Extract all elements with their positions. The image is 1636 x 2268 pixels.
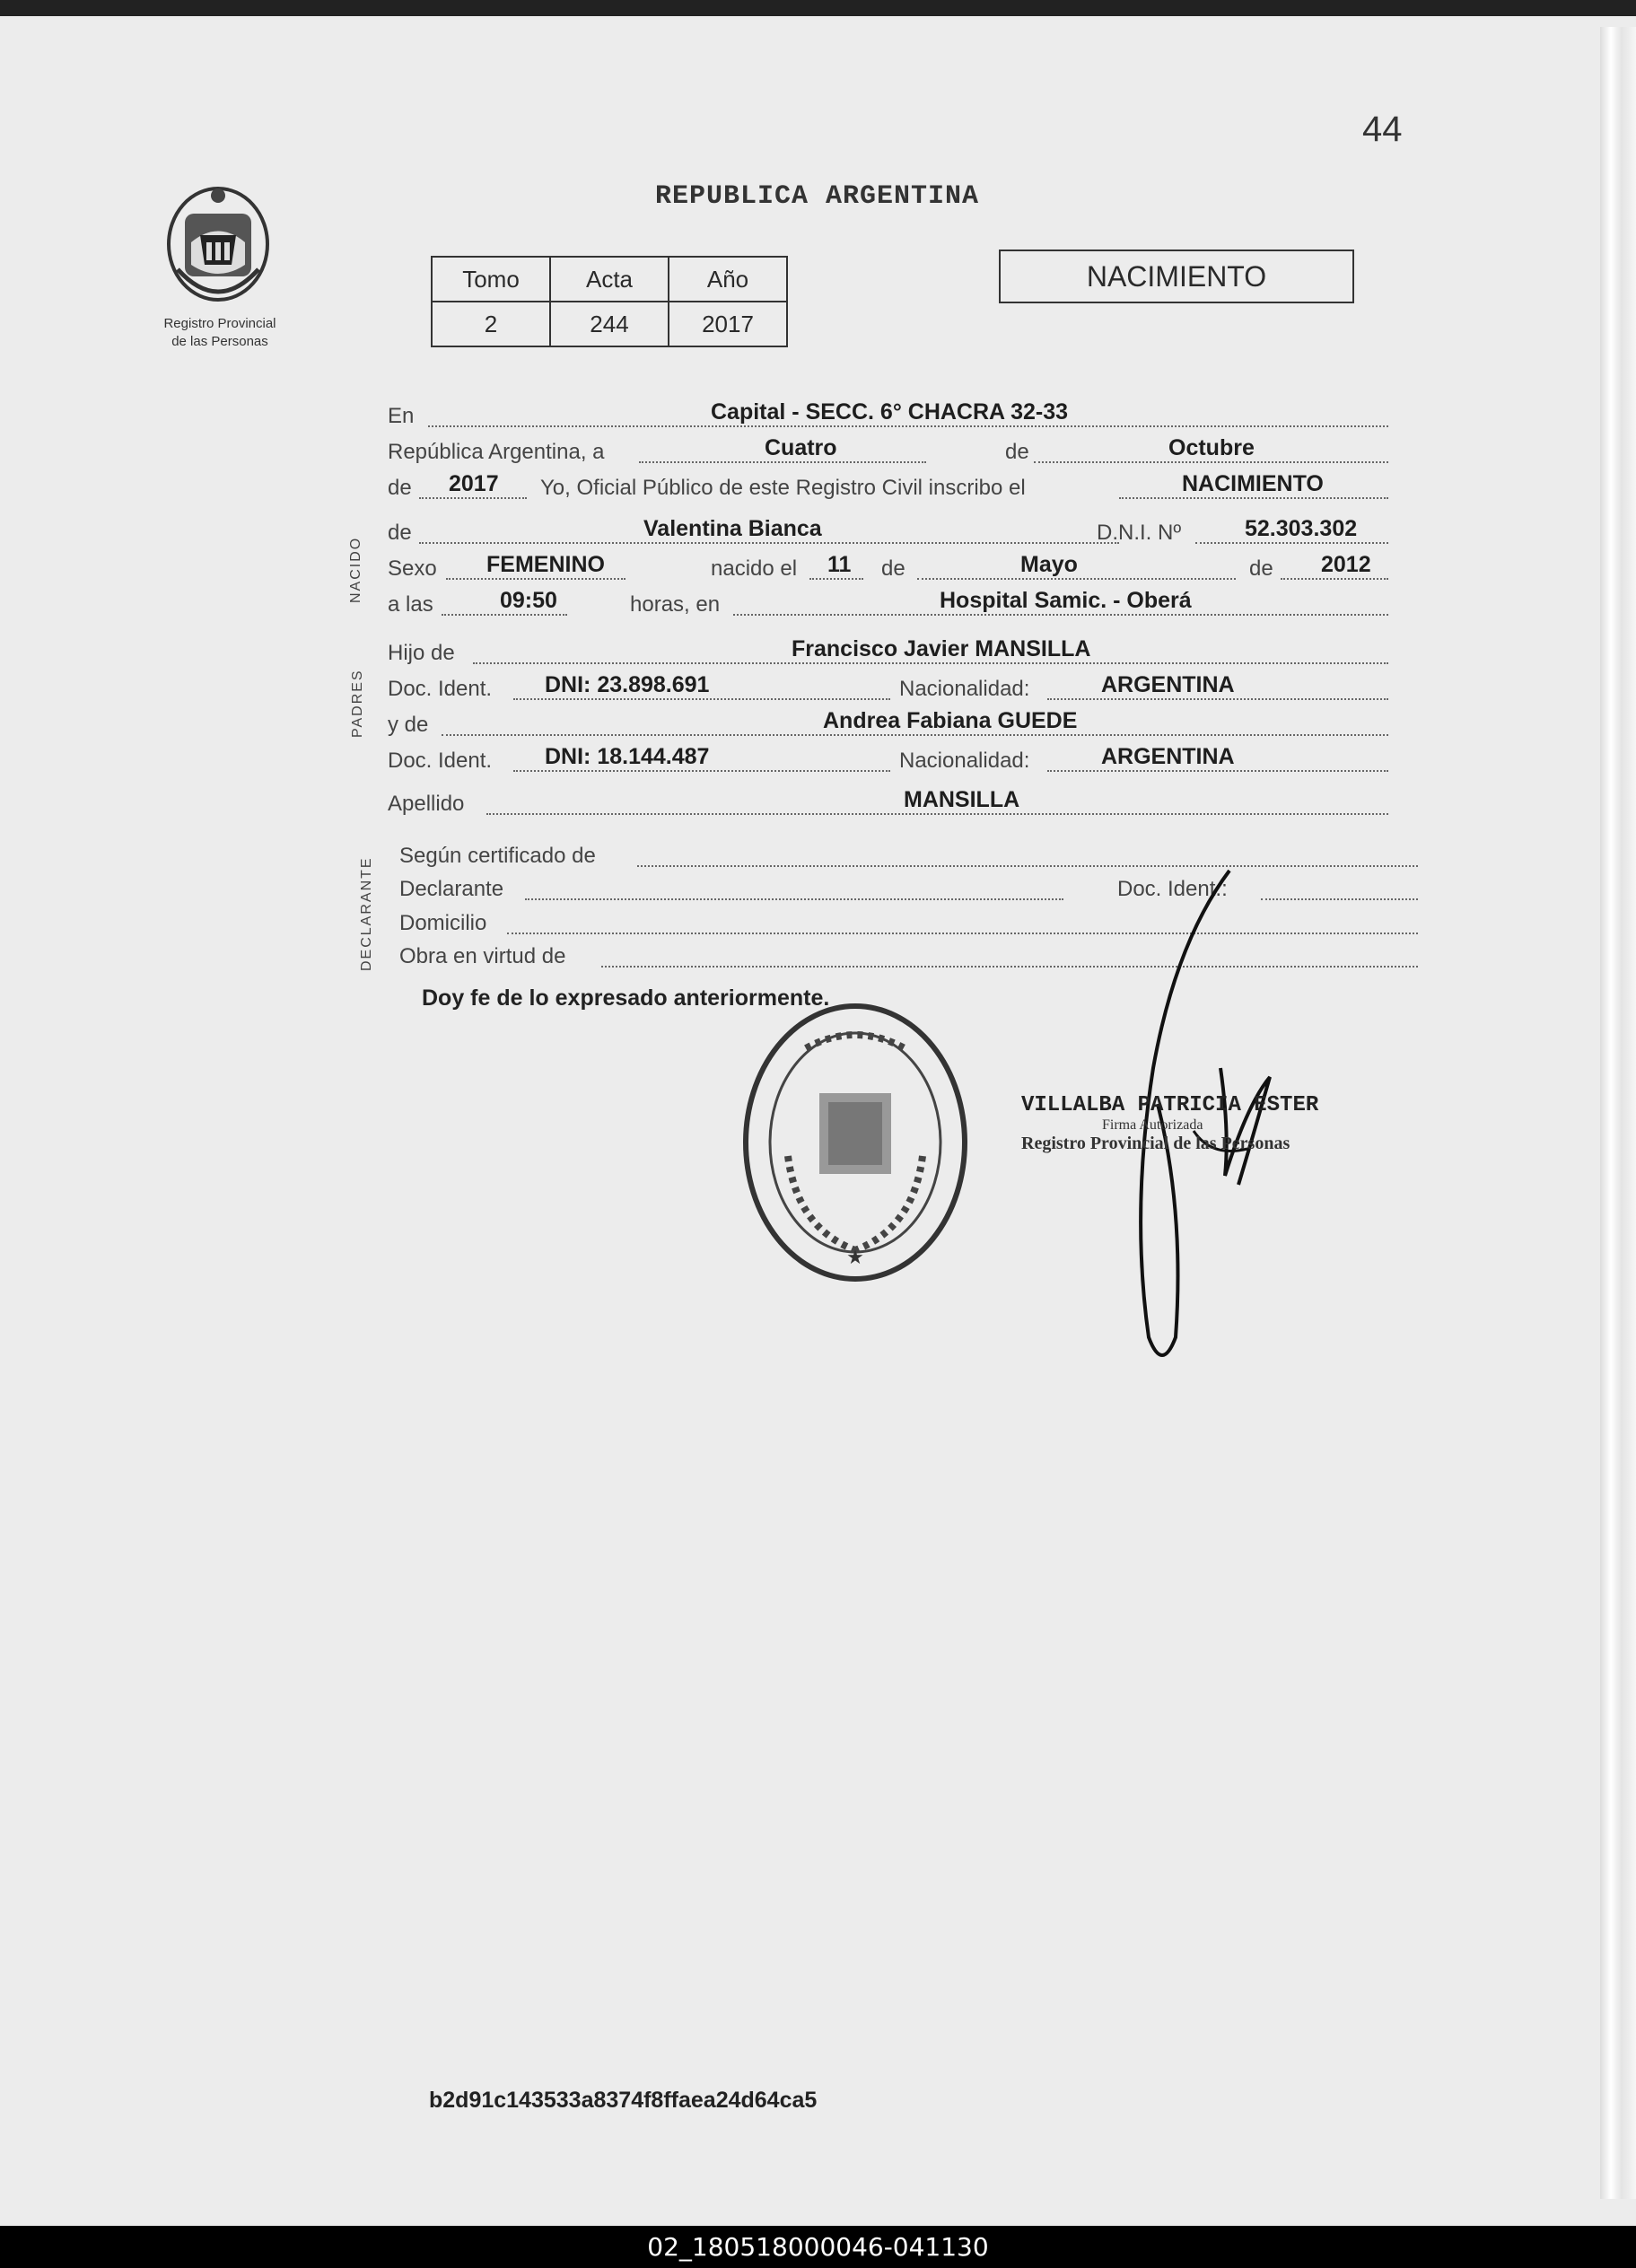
value-madre-nacionalidad: ARGENTINA [1101,744,1235,769]
dotted-line [428,425,1388,427]
scan-footer-id: 02_180518000046-041130 [0,2226,1636,2268]
value-anio-nacimiento: 2012 [1321,552,1371,577]
dotted-line [1034,461,1388,463]
dotted-line [513,698,890,700]
row-padre [388,636,1420,668]
label-doc-ident-madre: Doc. Ident. [388,749,493,773]
label-dni: D.N.I. Nº [1097,521,1182,545]
value-acto: NACIMIENTO [1182,471,1324,496]
row-apellido [388,787,1420,819]
row-lugar [388,399,1420,431]
label-doc-ident-declarante: Doc. Ident.: [1117,877,1228,901]
label-doc-ident-padre: Doc. Ident. [388,677,493,701]
official-stamp-icon [734,994,976,1291]
side-label-padres: PADRES [350,669,365,738]
dotted-line [601,966,1418,968]
dotted-line [1119,497,1388,499]
side-label-nacido: NACIDO [348,536,363,603]
acta-header: Acta [550,257,669,302]
svg-text:★: ★ [846,1247,864,1269]
dotted-line [637,865,1418,867]
anio-value: 2017 [669,302,787,346]
signer-name: VILLALBA PATRICIA ESTER [1021,1093,1319,1117]
dotted-line [473,662,1388,664]
value-padre-nacionalidad: ARGENTINA [1101,672,1235,697]
label-segun: Según certificado de [399,844,596,868]
row-hora [388,588,1420,619]
label-a-las: a las [388,592,433,617]
signer-role: Firma Autorizada [1102,1117,1203,1133]
label-nacido-el: nacido el [711,556,798,581]
value-hora: 09:50 [500,588,557,613]
label-hijo-de: Hijo de [388,641,455,665]
label-de-anio: de [388,476,412,500]
dotted-line [1281,578,1388,580]
dotted-line [733,614,1388,616]
row-fecha-inscripcion [388,435,1420,467]
label-de: de [1005,440,1029,464]
label-oficial: Yo, Oficial Público de este Registro Civil inscribo el [540,476,1026,500]
dotted-line [639,461,926,463]
label-de-anio-nac: de [1249,556,1273,581]
value-lugar-nacimiento: Hospital Samic. - Oberá [940,588,1192,613]
value-dia-nacimiento: 11 [827,552,852,577]
closing-statement: Doy fe de lo expresado anteriormente. [422,985,830,1011]
label-en: En [388,404,415,428]
value-dia-inscripcion: Cuatro [765,435,837,460]
label-declarante: Declarante [399,877,504,901]
side-label-declarante: DECLARANTE [359,856,374,971]
signature-block [1021,1093,1318,1154]
dotted-line [513,770,890,772]
label-obra: Obra en virtud de [399,944,566,968]
row-nombre [388,516,1420,547]
document-type-box: NACIMIENTO [999,250,1354,303]
label-republica: República Argentina, a [388,440,605,464]
label-apellido: Apellido [388,792,465,816]
provincial-seal-icon [151,180,285,314]
row-sexo [388,552,1420,583]
row-madre-doc [388,744,1420,775]
acta-value: 244 [550,302,669,346]
label-y-de: y de [388,713,429,737]
registry-logo [144,180,296,350]
dotted-line [809,578,863,580]
row-oficial [388,471,1420,503]
anio-header: Año [669,257,787,302]
value-madre-doc: DNI: 18.144.487 [545,744,710,769]
signer-office: Registro Provincial de las Personas [1021,1134,1290,1153]
label-horas-en: horas, en [630,592,721,617]
label-nacionalidad-padre: Nacionalidad: [899,677,1030,701]
value-madre: Andrea Fabiana GUEDE [823,708,1078,733]
value-apellido: MANSILLA [904,787,1020,812]
row-padre-doc [388,672,1420,704]
label-nacionalidad-madre: Nacionalidad: [899,749,1030,773]
registry-table [431,256,788,347]
dotted-line [1047,770,1388,772]
label-de-nombre: de [388,521,412,545]
logo-caption-line2: de las Personas [171,334,268,349]
value-lugar: Capital - SECC. 6° CHACRA 32-33 [711,399,1069,425]
document-hash: b2d91c143533a8374f8ffaea24d64ca5 [429,2088,818,2113]
page-number: 44 [1362,109,1403,149]
value-nombre: Valentina Bianca [643,516,822,541]
dotted-line [446,578,626,580]
value-dni: 52.303.302 [1245,516,1358,541]
logo-caption-line1: Registro Provincial [163,316,276,331]
label-domicilio: Domicilio [399,911,487,935]
value-mes-nacimiento: Mayo [1020,552,1078,577]
dotted-line [419,497,527,499]
dotted-line [1261,898,1418,900]
row-madre [388,708,1420,740]
label-sexo: Sexo [388,556,437,581]
stacked-pages-edge [1600,27,1636,2199]
value-sexo: FEMENINO [486,552,605,577]
document-title: REPUBLICA ARGENTINA [655,181,980,212]
value-mes-inscripcion: Octubre [1168,435,1255,460]
scan-top-border [0,0,1636,16]
value-padre: Francisco Javier MANSILLA [792,636,1091,661]
dotted-line [442,614,567,616]
label-de-mes: de [881,556,905,581]
dotted-line [1195,542,1388,544]
value-anio-inscripcion: 2017 [449,471,499,496]
tomo-value: 2 [432,302,550,346]
dotted-line [1047,698,1388,700]
dotted-line [917,578,1236,580]
dotted-line [442,734,1388,736]
value-padre-doc: DNI: 23.898.691 [545,672,710,697]
dotted-line [525,898,1063,900]
dotted-line [486,813,1388,815]
dotted-line [419,542,1119,544]
tomo-header: Tomo [432,257,550,302]
